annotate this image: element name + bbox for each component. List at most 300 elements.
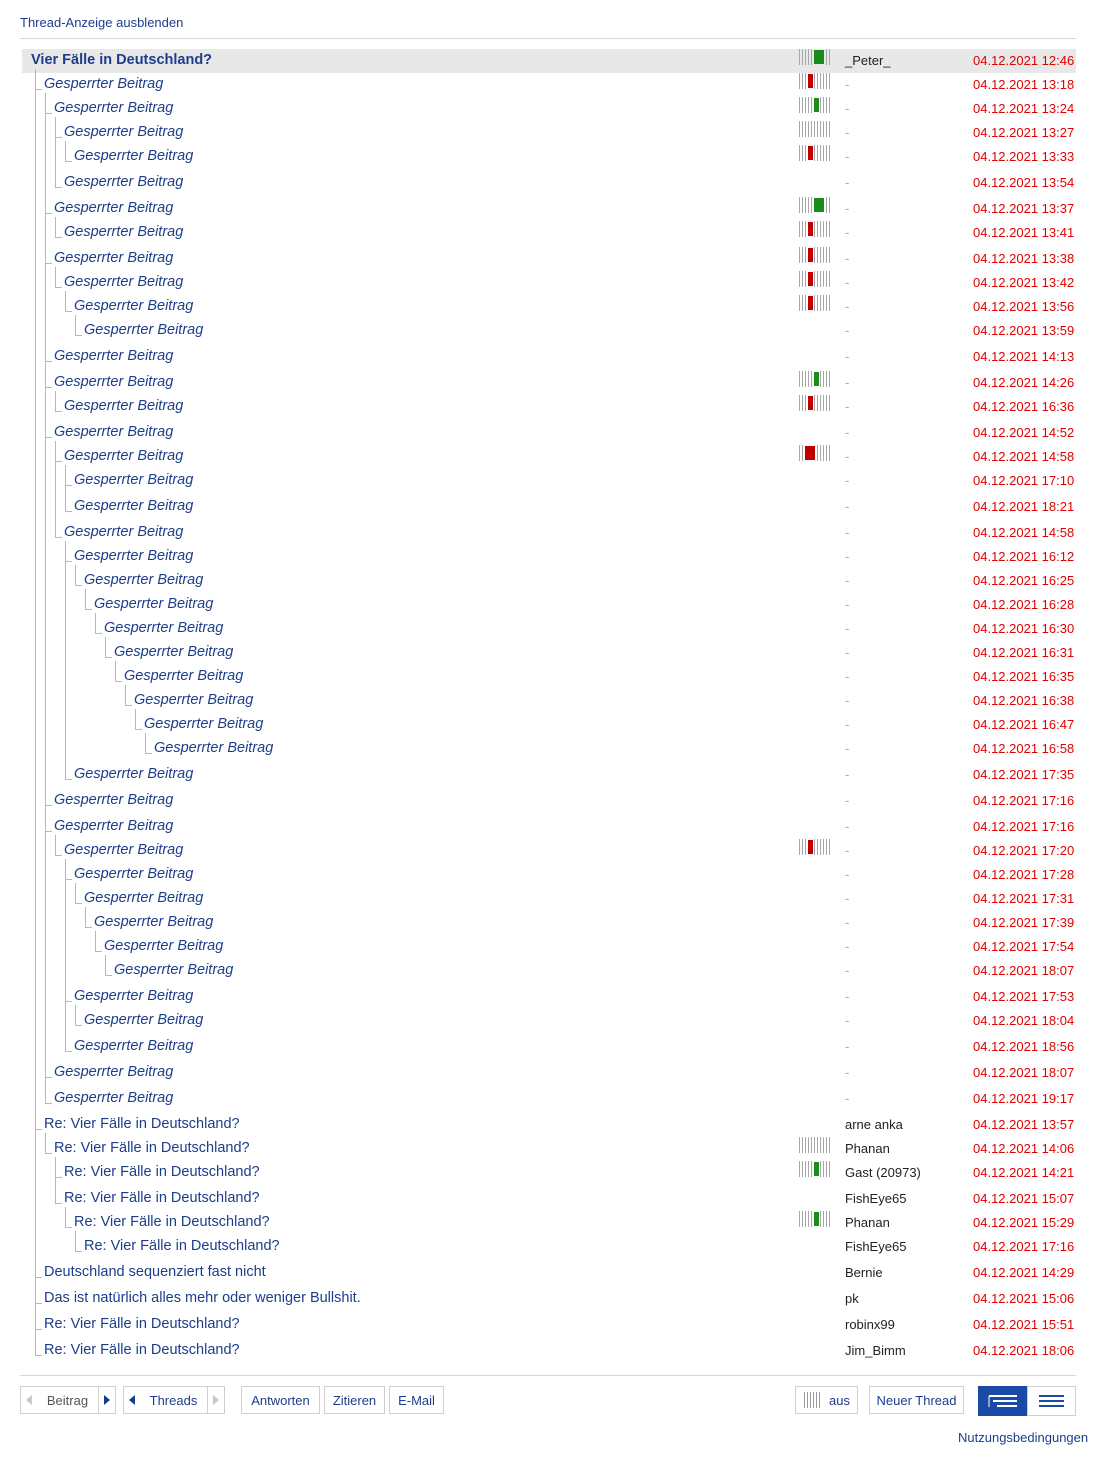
quote-button[interactable] — [324, 1386, 385, 1414]
tree-vertical-line — [65, 541, 66, 547]
rating-bars-icon — [799, 1161, 831, 1177]
tree-vertical-line — [45, 1133, 46, 1139]
post-subject-link[interactable]: Gesperrter Beitrag — [54, 200, 174, 216]
post-subject-link[interactable]: Gesperrter Beitrag — [54, 792, 174, 808]
post-author: - — [845, 1013, 850, 1028]
rating-bars-icon — [799, 1211, 831, 1227]
tree-vertical-line — [135, 709, 136, 715]
thread-row[interactable] — [22, 1211, 1076, 1235]
tree-branch-line — [65, 545, 72, 562]
post-author: - — [845, 473, 850, 488]
post-subject-link[interactable]: Gesperrter Beitrag — [54, 374, 174, 390]
tree-branch-line — [105, 641, 112, 658]
thread-row[interactable] — [22, 839, 1076, 863]
thread-row[interactable] — [22, 445, 1076, 469]
post-author: - — [845, 669, 850, 684]
post-subject-link[interactable]: Gesperrter Beitrag — [104, 938, 224, 954]
email-button[interactable] — [389, 1386, 444, 1414]
thread-row[interactable] — [22, 887, 1076, 911]
thread-row[interactable] — [22, 911, 1076, 935]
tree-vertical-line — [105, 637, 106, 643]
post-date: 04.12.2021 18:04 — [973, 1013, 1075, 1028]
thread-row[interactable] — [22, 1161, 1076, 1185]
tree-branch-line — [65, 863, 72, 880]
post-author: _Peter_ — [845, 53, 891, 68]
post-subject-link[interactable]: Gesperrter Beitrag — [74, 988, 194, 1004]
rating-bars-icon — [799, 371, 831, 387]
tree-branch-line — [45, 421, 52, 438]
post-date: 04.12.2021 16:35 — [973, 669, 1075, 684]
tree-branch-line — [85, 911, 92, 928]
tree-vertical-line — [35, 1275, 36, 1289]
reply-button[interactable] — [241, 1386, 320, 1414]
tree-vertical-line — [95, 613, 96, 619]
rating-bars-icon — [803, 1392, 823, 1408]
rating-bars-icon — [799, 271, 831, 287]
post-subject-link[interactable]: Gesperrter Beitrag — [54, 348, 174, 364]
post-date: 04.12.2021 17:39 — [973, 915, 1075, 930]
post-date: 04.12.2021 12:46 — [973, 53, 1075, 68]
prev-post-arrow[interactable] — [20, 1386, 38, 1414]
tree-branch-line — [45, 1137, 52, 1154]
post-author: - — [845, 767, 850, 782]
tree-branch-line — [35, 1113, 42, 1130]
thread-row[interactable] — [22, 247, 1076, 271]
post-date: 04.12.2021 14:06 — [973, 1141, 1075, 1156]
tree-branch-line — [75, 569, 82, 586]
ratings-toggle-button[interactable] — [795, 1386, 858, 1414]
thread-row[interactable] — [22, 763, 1076, 787]
post-author: - — [845, 645, 850, 660]
tree-branch-line — [65, 495, 72, 512]
tree-vertical-line — [145, 733, 146, 739]
post-author: Bernie — [845, 1265, 883, 1280]
thread-row[interactable] — [22, 545, 1076, 569]
thread-row[interactable] — [22, 421, 1076, 445]
post-author: - — [845, 1091, 850, 1106]
rating-bars-icon — [799, 121, 831, 137]
post-subject-link[interactable]: Gesperrter Beitrag — [74, 148, 194, 164]
thread-row[interactable] — [22, 1061, 1076, 1085]
tree-vertical-line — [65, 465, 66, 471]
tree-vertical-line — [85, 907, 86, 913]
tree-vertical-line — [45, 211, 46, 249]
rating-bars-icon — [799, 395, 831, 411]
thread-row[interactable] — [22, 1339, 1076, 1363]
tree-vertical-line — [55, 459, 56, 523]
tree-vertical-line — [35, 1127, 36, 1263]
thread-row[interactable] — [22, 689, 1076, 713]
tree-branch-line — [95, 935, 102, 952]
rating-bars-icon — [799, 97, 831, 113]
thread-row[interactable] — [22, 271, 1076, 295]
post-subject-link[interactable]: Gesperrter Beitrag — [84, 1012, 204, 1028]
post-author: Jim_Bimm — [845, 1343, 906, 1358]
post-subject-link[interactable]: Gesperrter Beitrag — [74, 766, 194, 782]
tree-vertical-line — [45, 435, 46, 791]
post-date: 04.12.2021 16:31 — [973, 645, 1075, 660]
post-subject-link[interactable]: Das ist natürlich alles mehr oder weniger Bullshit. — [44, 1290, 361, 1306]
thread-row[interactable] — [22, 1261, 1076, 1285]
post-subject-link[interactable]: Gesperrter Beitrag — [134, 692, 254, 708]
post-date: 04.12.2021 16:36 — [973, 399, 1075, 414]
tree-vertical-line — [45, 829, 46, 1063]
ratings-toggle-label: aus — [829, 1392, 850, 1408]
tree-vertical-line — [65, 483, 66, 497]
list-view-button[interactable] — [1027, 1386, 1076, 1416]
tree-vertical-line — [115, 661, 116, 667]
post-subject-link[interactable]: Gesperrter Beitrag — [54, 1064, 174, 1080]
post-author: - — [845, 963, 850, 978]
post-subject-link[interactable]: Gesperrter Beitrag — [64, 842, 184, 858]
arrow-right-icon — [104, 1395, 110, 1405]
tree-vertical-line — [65, 859, 66, 865]
thread-row[interactable] — [22, 1009, 1076, 1033]
tree-vertical-line — [55, 217, 56, 223]
thread-row[interactable] — [22, 319, 1076, 343]
thread-tree — [22, 49, 1076, 1364]
tree-branch-line — [65, 295, 72, 312]
tree-branch-line — [45, 1061, 52, 1078]
tree-branch-line — [85, 593, 92, 610]
post-date: 04.12.2021 17:53 — [973, 989, 1075, 1004]
thread-row[interactable] — [22, 97, 1076, 121]
post-date: 04.12.2021 13:41 — [973, 225, 1075, 240]
post-subject-link[interactable]: Re: Vier Fälle in Deutschland? — [84, 1238, 280, 1254]
post-author: - — [845, 597, 850, 612]
post-author: - — [845, 323, 850, 338]
thread-row[interactable] — [22, 73, 1076, 97]
post-author: pk — [845, 1291, 859, 1306]
arrow-right-icon — [213, 1395, 219, 1405]
thread-row[interactable] — [22, 197, 1076, 221]
post-subject-link[interactable]: Gesperrter Beitrag — [64, 224, 184, 240]
thread-row[interactable] — [22, 863, 1076, 887]
tree-branch-line — [35, 1261, 42, 1278]
thread-row[interactable] — [22, 49, 1076, 73]
tree-branch-line — [55, 521, 62, 538]
rating-bars-icon — [799, 49, 831, 65]
thread-row[interactable] — [22, 145, 1076, 169]
post-author: - — [845, 1039, 850, 1054]
post-date: 04.12.2021 14:52 — [973, 425, 1075, 440]
tree-branch-line — [75, 1235, 82, 1252]
post-date: 04.12.2021 17:31 — [973, 891, 1075, 906]
post-author: robinx99 — [845, 1317, 895, 1332]
tree-vertical-line — [85, 589, 86, 595]
tree-branch-line — [135, 713, 142, 730]
post-subject-link[interactable]: Re: Vier Fälle in Deutschland? — [64, 1190, 260, 1206]
post-date: 04.12.2021 13:56 — [973, 299, 1075, 314]
tree-branch-line — [55, 121, 62, 138]
thread-row[interactable] — [22, 617, 1076, 641]
post-author: - — [845, 741, 850, 756]
post-date: 04.12.2021 18:21 — [973, 499, 1075, 514]
arrow-left-icon — [26, 1395, 32, 1405]
post-subject-link[interactable]: Gesperrter Beitrag — [54, 250, 174, 266]
post-author: - — [845, 375, 850, 390]
thread-row[interactable] — [22, 295, 1076, 319]
post-subject-link[interactable]: Gesperrter Beitrag — [144, 716, 264, 732]
thread-row[interactable] — [22, 1113, 1076, 1137]
thread-row[interactable] — [22, 371, 1076, 395]
tree-vertical-line — [45, 261, 46, 347]
post-subject-link[interactable]: Gesperrter Beitrag — [64, 174, 184, 190]
post-subject-link[interactable]: Gesperrter Beitrag — [94, 914, 214, 930]
post-nav-button[interactable] — [37, 1386, 98, 1414]
thread-row[interactable] — [22, 469, 1076, 493]
post-subject-link[interactable]: Gesperrter Beitrag — [114, 644, 234, 660]
thread-row[interactable] — [22, 1035, 1076, 1059]
post-subject-link[interactable]: Gesperrter Beitrag — [64, 274, 184, 290]
tree-vertical-line — [95, 931, 96, 937]
post-subject-link[interactable]: Re: Vier Fälle in Deutschland? — [44, 1116, 240, 1132]
post-date: 04.12.2021 17:28 — [973, 867, 1075, 882]
thread-row[interactable] — [22, 713, 1076, 737]
tree-branch-line — [105, 959, 112, 976]
post-date: 04.12.2021 14:21 — [973, 1165, 1075, 1180]
post-date: 04.12.2021 13:27 — [973, 125, 1075, 140]
post-author: - — [845, 717, 850, 732]
post-date: 04.12.2021 18:07 — [973, 1065, 1075, 1080]
next-post-arrow[interactable] — [98, 1386, 116, 1414]
thread-row[interactable] — [22, 221, 1076, 245]
thread-row[interactable] — [22, 1187, 1076, 1211]
thread-row[interactable] — [22, 121, 1076, 145]
post-subject-link[interactable]: Gesperrter Beitrag — [64, 524, 184, 540]
post-author: - — [845, 525, 850, 540]
post-author: Phanan — [845, 1141, 890, 1156]
thread-row[interactable] — [22, 1313, 1076, 1337]
tree-branch-line — [45, 789, 52, 806]
tree-vertical-line — [75, 883, 76, 889]
post-author: - — [845, 573, 850, 588]
tree-vertical-line — [55, 1175, 56, 1189]
thread-row[interactable] — [22, 495, 1076, 519]
post-date: 04.12.2021 14:13 — [973, 349, 1075, 364]
post-subject-link[interactable]: Gesperrter Beitrag — [74, 548, 194, 564]
post-date: 04.12.2021 18:56 — [973, 1039, 1075, 1054]
post-subject-link[interactable]: Re: Vier Fälle in Deutschland? — [44, 1342, 240, 1358]
post-author: FishEye65 — [845, 1191, 907, 1206]
post-date: 04.12.2021 14:29 — [973, 1265, 1075, 1280]
thread-row[interactable] — [22, 935, 1076, 959]
post-date: 04.12.2021 13:42 — [973, 275, 1075, 290]
tree-branch-line — [45, 1087, 52, 1104]
next-thread-arrow[interactable] — [207, 1386, 225, 1414]
tree-branch-line — [65, 1035, 72, 1052]
thread-row[interactable] — [22, 815, 1076, 839]
post-date: 04.12.2021 13:57 — [973, 1117, 1075, 1132]
post-date: 04.12.2021 13:37 — [973, 201, 1075, 216]
tree-vertical-line — [35, 1301, 36, 1315]
thread-row[interactable] — [22, 789, 1076, 813]
post-date: 04.12.2021 17:16 — [973, 819, 1075, 834]
tree-vertical-line — [35, 69, 36, 75]
thread-view-icon — [979, 1387, 1026, 1415]
tree-vertical-line — [55, 1157, 56, 1163]
thread-row[interactable] — [22, 665, 1076, 689]
thread-row[interactable] — [22, 395, 1076, 419]
post-author: - — [845, 793, 850, 808]
tree-vertical-line — [55, 267, 56, 273]
post-subject-link[interactable]: Gesperrter Beitrag — [44, 76, 164, 92]
tree-vertical-line — [35, 87, 36, 1115]
post-subject-link[interactable]: Re: Vier Fälle in Deutschland? — [44, 1316, 240, 1332]
terms-link[interactable]: Nutzungsbedingungen — [958, 1430, 1089, 1445]
post-date: 04.12.2021 17:35 — [973, 767, 1075, 782]
post-subject-link[interactable]: Gesperrter Beitrag — [114, 962, 234, 978]
post-date: 04.12.2021 16:28 — [973, 597, 1075, 612]
thread-row[interactable] — [22, 1137, 1076, 1161]
post-subject-link[interactable]: Gesperrter Beitrag — [74, 498, 194, 514]
post-subject-link[interactable]: Gesperrter Beitrag — [124, 668, 244, 684]
post-date: 04.12.2021 17:16 — [973, 1239, 1075, 1254]
tree-vertical-line — [65, 1207, 66, 1213]
post-date: 04.12.2021 13:33 — [973, 149, 1075, 164]
post-date: 04.12.2021 13:54 — [973, 175, 1075, 190]
post-subject-link[interactable]: Gesperrter Beitrag — [64, 124, 184, 140]
tree-branch-line — [35, 73, 42, 90]
tree-branch-line — [45, 345, 52, 362]
post-date: 04.12.2021 15:29 — [973, 1215, 1075, 1230]
post-date: 04.12.2021 18:07 — [973, 963, 1075, 978]
tree-vertical-line — [35, 1327, 36, 1341]
tree-branch-line — [65, 469, 72, 486]
post-subject-link[interactable]: Gesperrter Beitrag — [74, 298, 194, 314]
thread-row[interactable] — [22, 521, 1076, 545]
post-author: - — [845, 915, 850, 930]
post-author: - — [845, 939, 850, 954]
tree-vertical-line — [65, 999, 66, 1037]
post-date: 04.12.2021 17:54 — [973, 939, 1075, 954]
post-subject-link[interactable]: Gesperrter Beitrag — [64, 398, 184, 414]
post-subject-link[interactable]: Gesperrter Beitrag — [84, 572, 204, 588]
tree-vertical-line — [65, 559, 66, 765]
tree-vertical-line — [65, 877, 66, 987]
thread-row[interactable] — [22, 985, 1076, 1009]
tree-branch-line — [75, 887, 82, 904]
post-subject-link[interactable]: Gesperrter Beitrag — [54, 424, 174, 440]
thread-root-subject[interactable]: Vier Fälle in Deutschland? — [31, 52, 213, 68]
thread-view-button[interactable] — [978, 1386, 1027, 1416]
bottom-divider — [20, 1375, 1076, 1376]
post-author: - — [845, 989, 850, 1004]
post-date: 04.12.2021 14:58 — [973, 525, 1075, 540]
post-author: - — [845, 275, 850, 290]
post-subject-link[interactable]: Gesperrter Beitrag — [74, 866, 194, 882]
thread-row[interactable] — [22, 1287, 1076, 1311]
tree-vertical-line — [45, 385, 46, 423]
post-date: 04.12.2021 19:17 — [973, 1091, 1075, 1106]
post-author: - — [845, 201, 850, 216]
tree-vertical-line — [75, 1231, 76, 1237]
tree-branch-line — [55, 171, 62, 188]
post-date: 04.12.2021 16:30 — [973, 621, 1075, 636]
tree-branch-line — [45, 197, 52, 214]
tree-branch-line — [145, 737, 152, 754]
reply-label: Antworten — [251, 1392, 310, 1408]
thread-row[interactable] — [22, 737, 1076, 761]
post-date: 04.12.2021 16:47 — [973, 717, 1075, 732]
tree-branch-line — [75, 319, 82, 336]
rating-bars-icon — [799, 145, 831, 161]
post-author: - — [845, 125, 850, 140]
post-author: - — [845, 175, 850, 190]
thread-row[interactable] — [22, 1235, 1076, 1259]
new-thread-label: Neuer Thread — [876, 1392, 957, 1408]
tree-branch-line — [75, 1009, 82, 1026]
tree-vertical-line — [45, 359, 46, 373]
post-subject-link[interactable]: Re: Vier Fälle in Deutschland? — [64, 1164, 260, 1180]
thread-nav-label: Threads — [149, 1392, 198, 1408]
post-subject-link[interactable]: Gesperrter Beitrag — [84, 322, 204, 338]
tree-vertical-line — [55, 135, 56, 173]
post-subject-link[interactable]: Gesperrter Beitrag — [74, 1038, 194, 1054]
post-date: 04.12.2021 13:18 — [973, 77, 1075, 92]
thread-row[interactable] — [22, 345, 1076, 369]
tree-vertical-line — [65, 141, 66, 147]
post-date: 04.12.2021 13:38 — [973, 251, 1075, 266]
post-author: - — [845, 621, 850, 636]
post-author: FishEye65 — [845, 1239, 907, 1254]
prev-thread-arrow[interactable] — [123, 1386, 141, 1414]
post-subject-link[interactable]: Gesperrter Beitrag — [74, 472, 194, 488]
post-subject-link[interactable]: Re: Vier Fälle in Deutschland? — [54, 1140, 250, 1156]
rating-bars-icon — [799, 197, 831, 213]
new-thread-button[interactable] — [869, 1386, 964, 1414]
post-subject-link[interactable]: Gesperrter Beitrag — [104, 620, 224, 636]
thread-row[interactable] — [22, 959, 1076, 983]
post-date: 04.12.2021 17:20 — [973, 843, 1075, 858]
post-author: - — [845, 251, 850, 266]
tree-vertical-line — [55, 441, 56, 447]
tree-vertical-line — [45, 93, 46, 99]
post-subject-link[interactable]: Gesperrter Beitrag — [84, 890, 204, 906]
thread-row[interactable] — [22, 171, 1076, 195]
post-subject-link[interactable]: Gesperrter Beitrag — [64, 448, 184, 464]
tree-branch-line — [55, 271, 62, 288]
tree-vertical-line — [45, 111, 46, 199]
post-author: - — [845, 299, 850, 314]
post-subject-link[interactable]: Gesperrter Beitrag — [94, 596, 214, 612]
tree-vertical-line — [105, 955, 106, 961]
thread-nav-button[interactable] — [140, 1386, 207, 1414]
post-date: 04.12.2021 15:51 — [973, 1317, 1075, 1332]
post-author: - — [845, 549, 850, 564]
post-subject-link[interactable]: Deutschland sequenziert fast nicht — [44, 1264, 266, 1280]
post-date: 04.12.2021 13:59 — [973, 323, 1075, 338]
post-subject-link[interactable]: Re: Vier Fälle in Deutschland? — [74, 1214, 270, 1230]
rating-bars-icon — [799, 295, 831, 311]
tree-branch-line — [45, 97, 52, 114]
tree-branch-line — [115, 665, 122, 682]
email-label: E-Mail — [398, 1392, 435, 1408]
post-subject-link[interactable]: Gesperrter Beitrag — [54, 100, 174, 116]
thread-row[interactable] — [22, 569, 1076, 593]
post-subject-link[interactable]: Gesperrter Beitrag — [154, 740, 274, 756]
thread-row[interactable] — [22, 1087, 1076, 1111]
tree-vertical-line — [55, 391, 56, 397]
post-subject-link[interactable]: Gesperrter Beitrag — [54, 818, 174, 834]
post-author: - — [845, 425, 850, 440]
hide-thread-link[interactable]: Thread-Anzeige ausblenden — [20, 15, 184, 30]
post-date: 04.12.2021 15:07 — [973, 1191, 1075, 1206]
post-subject-link[interactable]: Gesperrter Beitrag — [54, 1090, 174, 1106]
thread-row[interactable] — [22, 641, 1076, 665]
rating-bars-icon — [799, 221, 831, 237]
thread-row[interactable] — [22, 593, 1076, 617]
